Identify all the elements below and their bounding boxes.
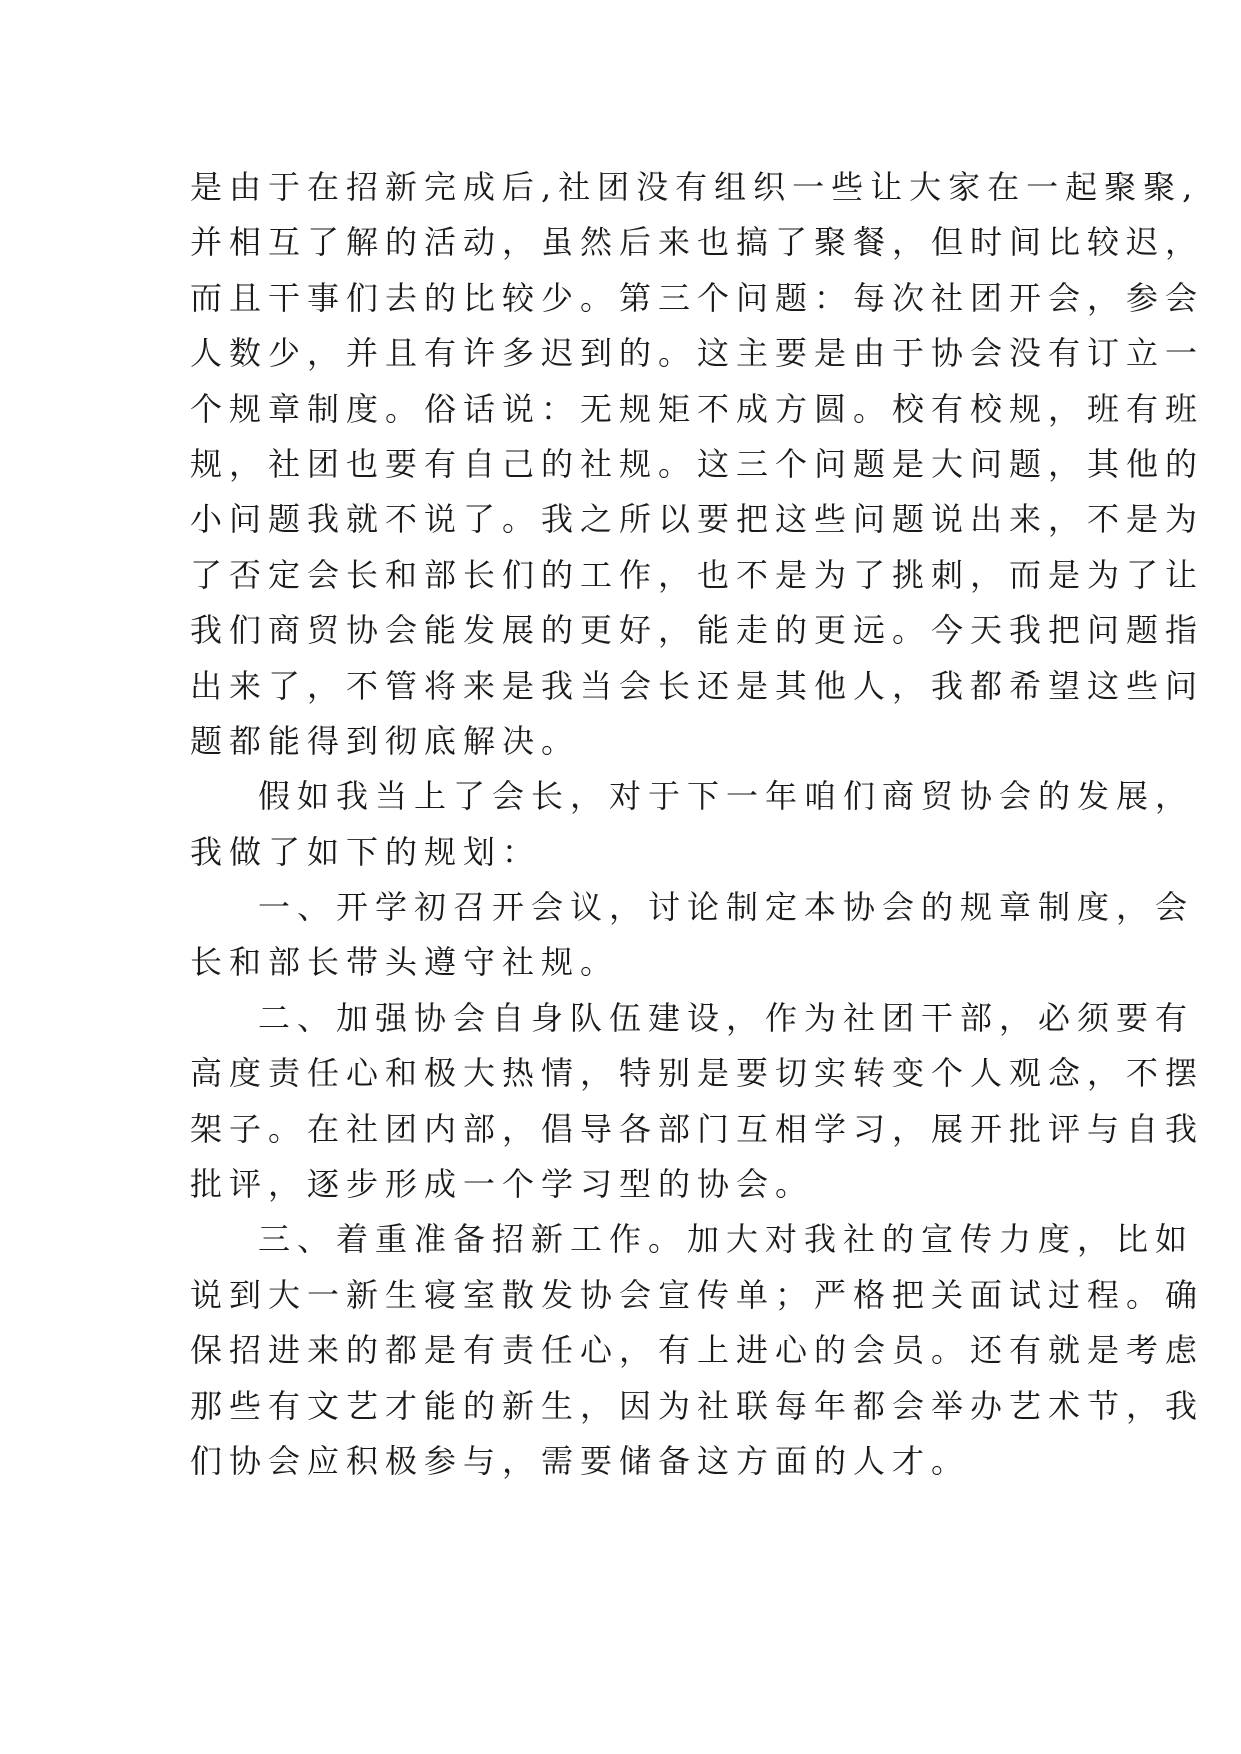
text-line: 二、加强协会自身队伍建设，作为社团干部，必须要有 <box>258 998 1195 1037</box>
text-line: 小问题我就不说了。我之所以要把这些问题说出来，不是为 <box>190 500 1205 539</box>
text-line: 规，社团也要有自己的社规。这三个问题是大问题，其他的 <box>190 444 1205 483</box>
text-line: 说到大一新生寝室散发协会宣传单；严格把关面试过程。确 <box>190 1275 1205 1314</box>
text-line: 们协会应积极参与，需要储备这方面的人才。 <box>190 1441 971 1480</box>
text-line: 那些有文艺才能的新生，因为社联每年都会举办艺术节，我 <box>190 1386 1205 1425</box>
text-line: 架子。在社团内部，倡导各部门互相学习，展开批评与自我 <box>190 1109 1205 1148</box>
text-line: 个规章制度。俗话说：无规矩不成方圆。校有校规，班有班 <box>190 389 1205 428</box>
text-line: 高度责任心和极大热情，特别是要切实转变个人观念，不摆 <box>190 1054 1205 1093</box>
document-body <box>190 160 1205 1489</box>
text-line: 人数少，并且有许多迟到的。这主要是由于协会没有订立一 <box>190 334 1205 373</box>
text-line: 是由于在招新完成后,社团没有组织一些让大家在一起聚聚, <box>190 168 1200 206</box>
text-line: 一、开学初召开会议，讨论制定本协会的规章制度，会 <box>258 888 1195 927</box>
text-line: 三、着重准备招新工作。加大对我社的宣传力度，比如 <box>258 1220 1195 1259</box>
text-line: 我们商贸协会能发展的更好，能走的更远。今天我把问题指 <box>190 611 1205 650</box>
text-line: 并相互了解的活动，虽然后来也搞了聚餐，但时间比较迟， <box>190 223 1205 262</box>
text-line: 假如我当上了会长，对于下一年咱们商贸协会的发展， <box>258 777 1195 816</box>
text-line: 了否定会长和部长们的工作，也不是为了挑刺，而是为了让 <box>190 555 1205 594</box>
text-line: 保招进来的都是有责任心，有上进心的会员。还有就是考虑 <box>190 1331 1205 1370</box>
text-line: 出来了，不管将来是我当会长还是其他人，我都希望这些问 <box>190 666 1205 705</box>
text-line: 题都能得到彻底解决。 <box>190 721 581 760</box>
text-line: 批评，逐步形成一个学习型的协会。 <box>190 1165 815 1204</box>
text-line: 长和部长带头遵守社规。 <box>190 943 620 982</box>
text-line: 而且干事们去的比较少。第三个问题：每次社团开会，参会 <box>190 278 1205 317</box>
text-line: 我做了如下的规划： <box>190 832 542 871</box>
